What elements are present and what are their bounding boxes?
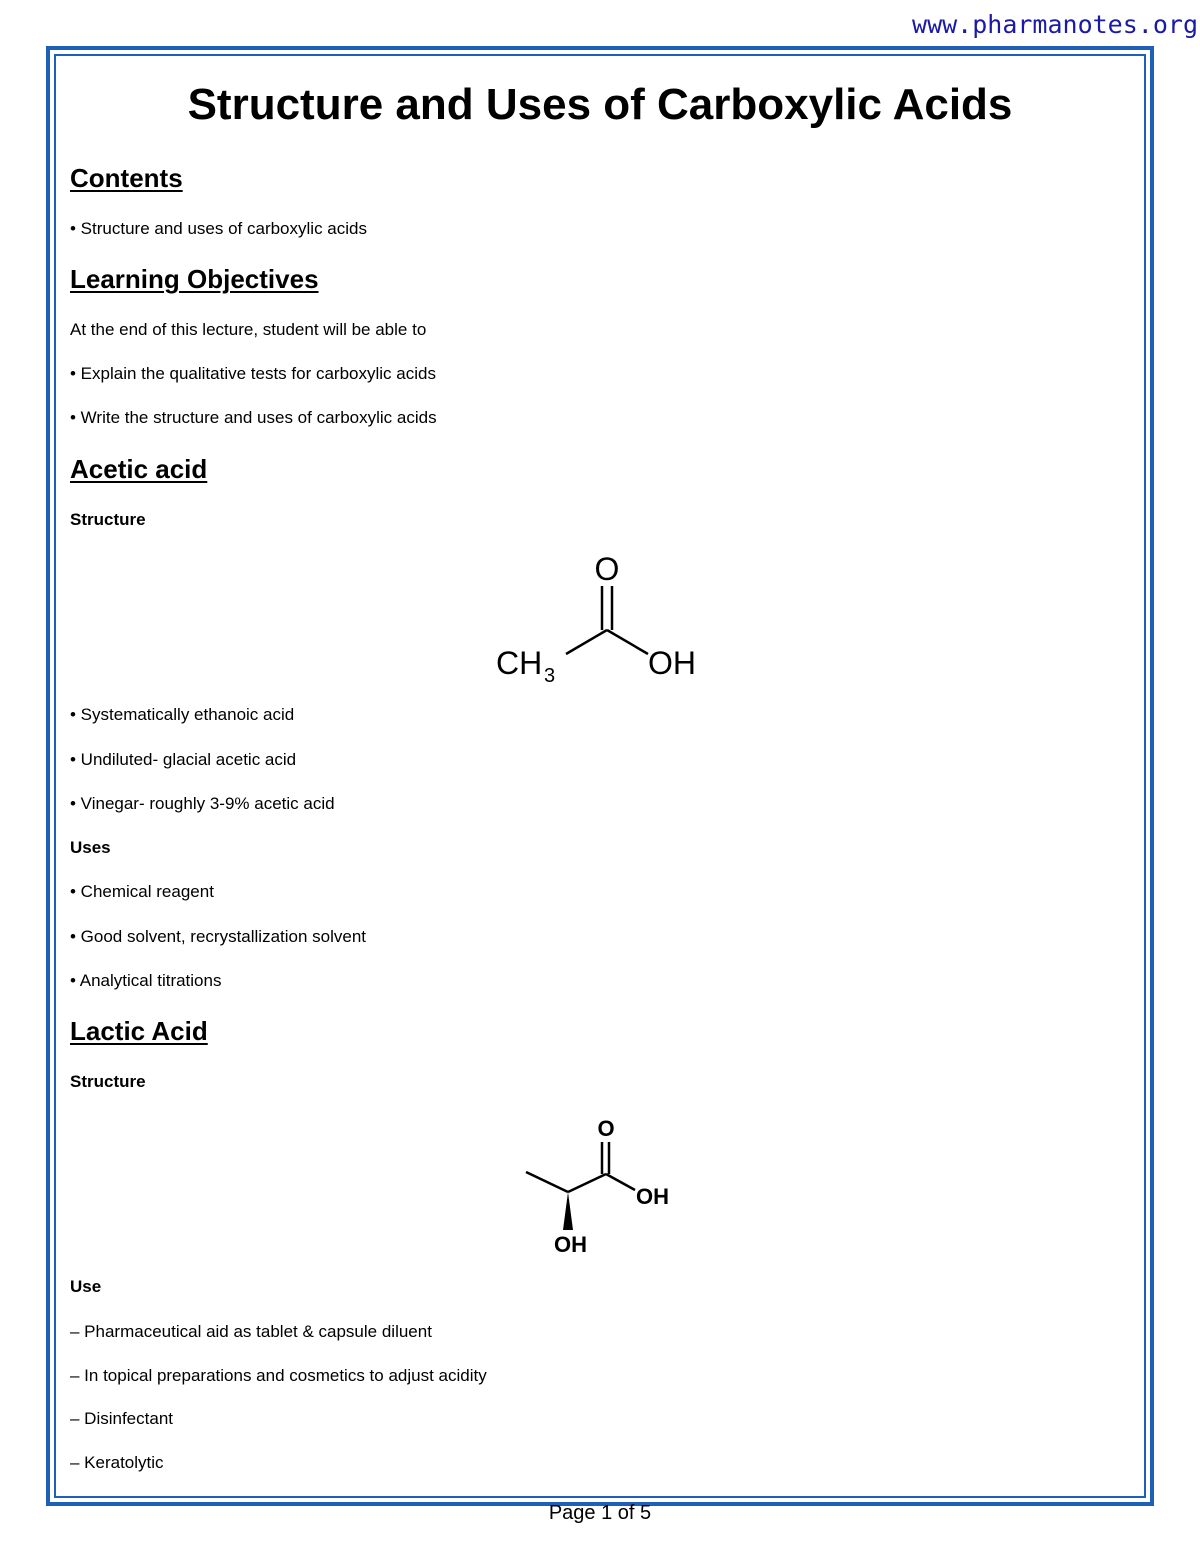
objectives-intro: At the end of this lecture, student will be able to <box>70 320 427 339</box>
acetic-ch3-label: CH <box>496 645 543 681</box>
acetic-fact: • Systematically ethanoic acid <box>70 705 295 724</box>
acetic-structure-label: Structure <box>70 510 146 529</box>
acetic-acid-heading: Acetic acid <box>70 454 208 484</box>
page-title: Structure and Uses of Carboxylic Acids <box>187 80 1013 129</box>
page-number: Page 1 of 5 <box>548 1502 652 1524</box>
acetic-acid-structure <box>490 548 710 688</box>
lactic-use-label: Use <box>70 1277 102 1296</box>
lactic-wedge-bond <box>563 1192 573 1230</box>
lactic-acid-structure <box>520 1112 690 1257</box>
lactic-bond-methyl <box>526 1172 568 1192</box>
objective-item: • Explain the qualitative tests for carboxylic acids <box>70 364 436 383</box>
lactic-bond-alpha <box>568 1174 606 1192</box>
lactic-use: – Keratolytic <box>70 1453 164 1472</box>
contents-heading: Contents <box>70 163 183 193</box>
acetic-use: • Chemical reagent <box>70 882 214 901</box>
lactic-use: – Disinfectant <box>70 1409 173 1428</box>
lactic-alpha-oh-label: OH <box>554 1232 587 1257</box>
acetic-o-label: O <box>594 551 620 587</box>
acetic-use: • Analytical titrations <box>70 971 222 990</box>
lactic-acid-heading: Lactic Acid <box>70 1016 208 1046</box>
acetic-oh-label: OH <box>648 645 696 681</box>
acetic-fact: • Undiluted- glacial acetic acid <box>70 750 297 769</box>
acetic-bond-methyl <box>566 630 607 654</box>
acetic-uses-label: Uses <box>70 838 111 857</box>
acetic-fact: • Vinegar- roughly 3-9% acetic acid <box>70 794 335 813</box>
lactic-bond-hydroxyl <box>606 1174 635 1190</box>
lactic-acid-oh-label: OH <box>636 1184 669 1209</box>
acetic-use: • Good solvent, recrystallization solvent <box>70 927 367 946</box>
lactic-structure-label: Structure <box>70 1072 146 1091</box>
acetic-ch3-subscript: 3 <box>544 665 556 687</box>
watermark[interactable]: www.pharmanotes.org <box>912 10 1198 39</box>
contents-item: • Structure and uses of carboxylic acids <box>70 219 367 238</box>
lactic-o-label: O <box>597 1116 615 1141</box>
lactic-use: – In topical preparations and cosmetics to adjust acidity <box>70 1366 487 1385</box>
objectives-heading: Learning Objectives <box>70 264 319 294</box>
lactic-use: – Pharmaceutical aid as tablet & capsule diluent <box>70 1322 432 1341</box>
objective-item: • Write the structure and uses of carboxylic acids <box>70 408 437 427</box>
acetic-bond-hydroxyl <box>607 630 648 654</box>
